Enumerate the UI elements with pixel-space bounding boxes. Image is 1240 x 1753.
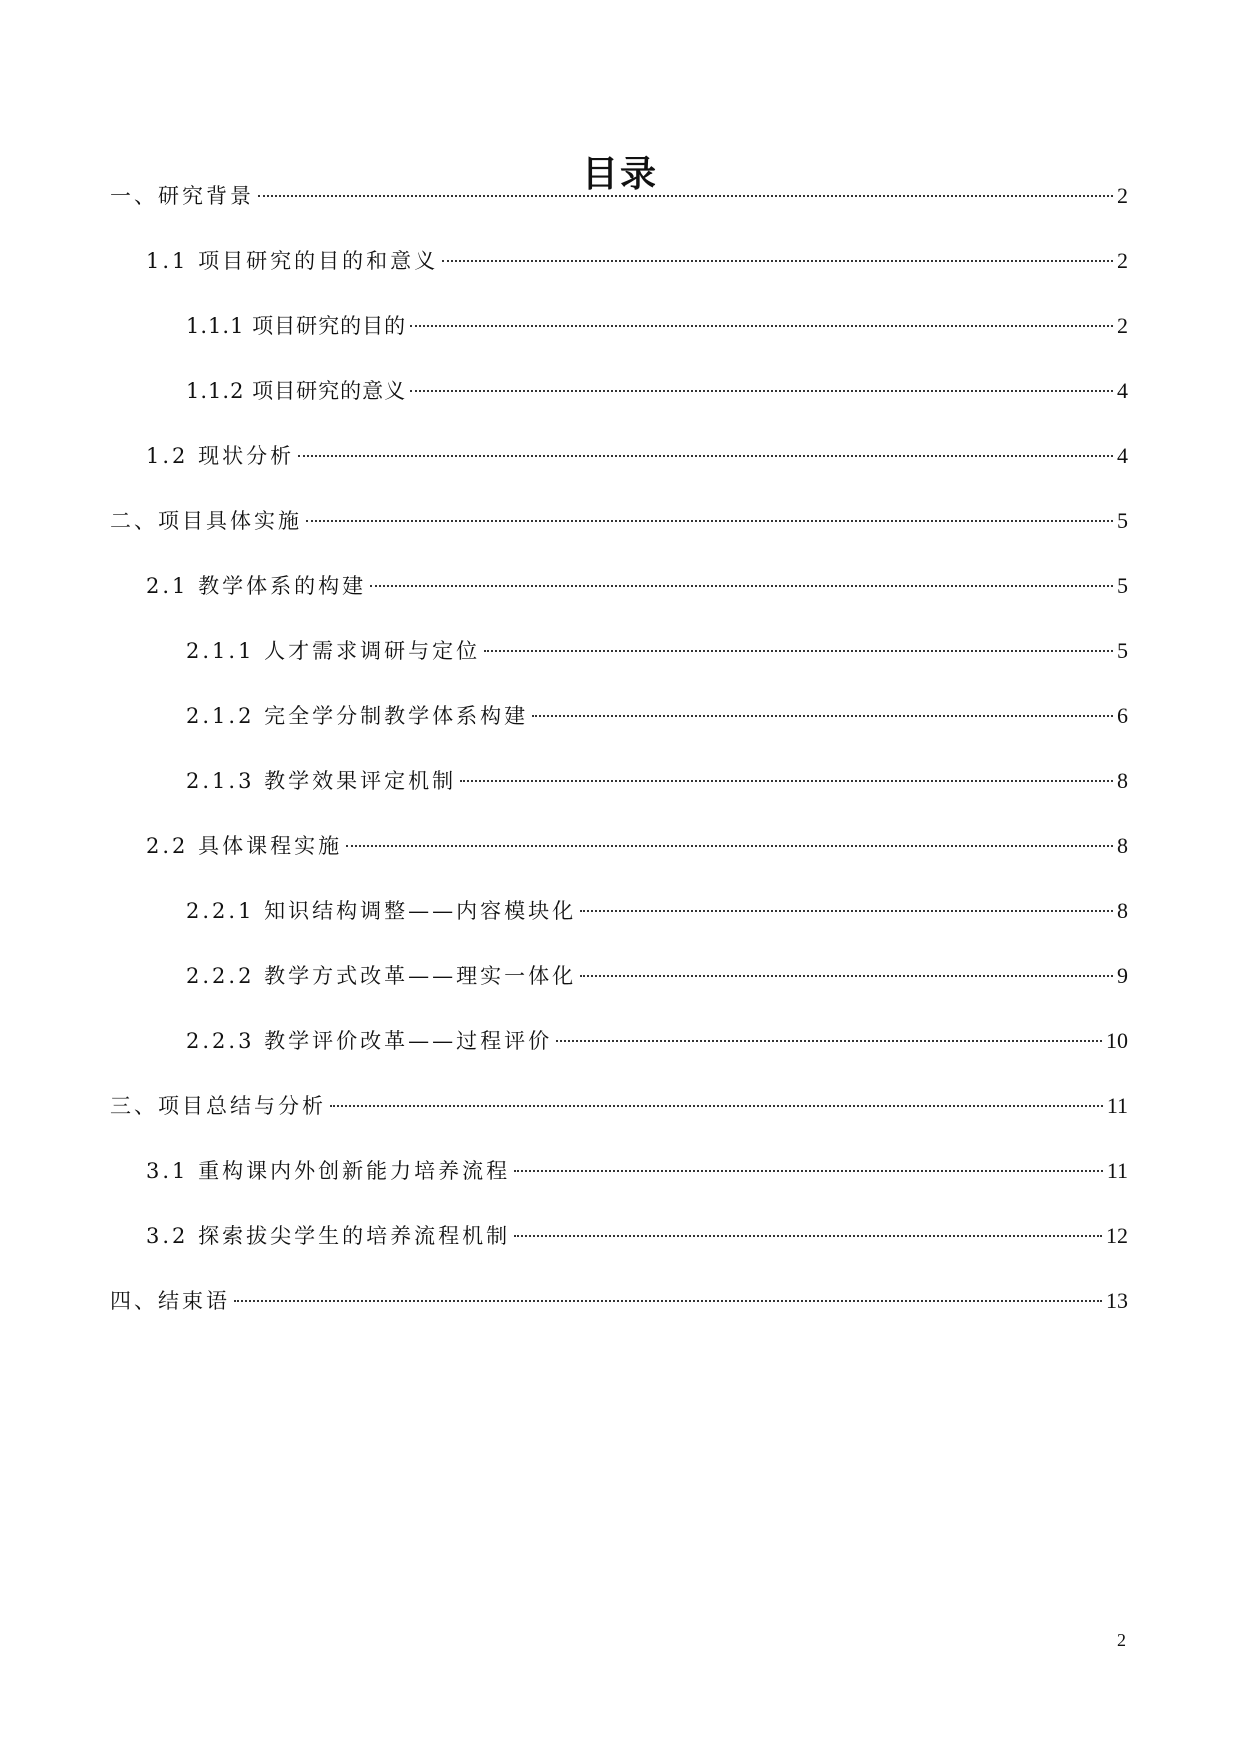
toc-entry-page: 11 — [1106, 1093, 1128, 1118]
toc-entry-page: 4 — [1117, 443, 1128, 468]
toc-entry-page: 2 — [1117, 313, 1128, 338]
toc-entry[interactable] — [146, 826, 1128, 866]
toc-leader-dots — [442, 260, 1113, 262]
toc-entry-page: 5 — [1117, 508, 1128, 533]
toc-entry-label: 2.1 教学体系的构建 — [146, 574, 367, 598]
toc-entry-label: 一、研究背景 — [110, 184, 254, 208]
toc-entry-label: 2.2.3 教学评价改革——过程评价 — [186, 1029, 553, 1053]
toc-entry[interactable] — [110, 501, 1128, 541]
toc-entry-page: 2 — [1117, 183, 1128, 208]
toc-entry[interactable] — [186, 761, 1128, 801]
toc-entry-label: 3.1 重构课内外创新能力培养流程 — [146, 1159, 511, 1183]
toc-entry-label: 1.1 项目研究的目的和意义 — [146, 249, 439, 273]
toc-entry-page: 5 — [1117, 573, 1128, 598]
toc-entry[interactable] — [186, 696, 1128, 736]
toc-entry-label: 四、结束语 — [110, 1289, 230, 1313]
toc-leader-dots — [514, 1170, 1103, 1172]
toc-leader-dots — [532, 715, 1113, 717]
toc-entry[interactable] — [186, 631, 1128, 671]
toc-entry-page: 11 — [1106, 1158, 1128, 1183]
page-number: 2 — [1117, 1630, 1126, 1650]
toc-entry-page: 8 — [1117, 768, 1128, 793]
toc-entry-page: 2 — [1117, 248, 1128, 273]
toc-entry[interactable] — [186, 891, 1128, 931]
toc-entry-page: 4 — [1117, 378, 1128, 403]
toc-entry-label: 1.1.1 项目研究的目的 — [186, 314, 407, 338]
toc-leader-dots — [580, 975, 1113, 977]
toc-leader-dots — [556, 1040, 1102, 1042]
toc-entry[interactable] — [186, 371, 1128, 411]
toc-entry[interactable] — [186, 1021, 1128, 1061]
toc-entry[interactable] — [186, 956, 1128, 996]
toc-entry-page: 6 — [1117, 703, 1128, 728]
toc-entry[interactable] — [146, 1216, 1128, 1256]
toc-leader-dots — [514, 1235, 1102, 1237]
toc-entry-label: 2.1.3 教学效果评定机制 — [186, 769, 457, 793]
toc-entry-label: 三、项目总结与分析 — [110, 1094, 326, 1118]
toc-entry-page: 13 — [1106, 1288, 1128, 1313]
toc-entry[interactable] — [146, 241, 1128, 281]
toc-entry-label: 2.1.2 完全学分制教学体系构建 — [186, 704, 529, 728]
toc-entry[interactable] — [110, 1086, 1128, 1126]
toc-entry-label: 2.2.1 知识结构调整——内容模块化 — [186, 899, 577, 923]
toc-entry-label: 2.2.2 教学方式改革——理实一体化 — [186, 964, 577, 988]
toc-leader-dots — [410, 390, 1113, 392]
toc-leader-dots — [234, 1300, 1102, 1302]
toc-entry[interactable] — [110, 1281, 1128, 1321]
toc-entry-page: 9 — [1117, 963, 1128, 988]
toc-entry-label: 1.1.2 项目研究的意义 — [186, 379, 407, 403]
toc-entry-page: 10 — [1106, 1028, 1128, 1053]
toc-leader-dots — [298, 455, 1113, 457]
toc-leader-dots — [580, 910, 1113, 912]
toc-leader-dots — [330, 1105, 1103, 1107]
toc-leader-dots — [370, 585, 1113, 587]
toc-leader-dots — [306, 520, 1113, 522]
toc-entry[interactable] — [146, 436, 1128, 476]
toc-entry[interactable] — [110, 176, 1128, 216]
toc-entry-label: 1.2 现状分析 — [146, 444, 295, 468]
toc-entry[interactable] — [146, 1151, 1128, 1191]
toc-entry[interactable] — [146, 566, 1128, 606]
toc-entry-label: 3.2 探索拔尖学生的培养流程机制 — [146, 1224, 511, 1248]
toc-entry-label: 2.2 具体课程实施 — [146, 834, 343, 858]
toc-leader-dots — [410, 325, 1113, 327]
toc-entry-page: 8 — [1117, 833, 1128, 858]
toc-entry-label: 2.1.1 人才需求调研与定位 — [186, 639, 481, 663]
toc-leader-dots — [258, 195, 1113, 197]
toc-entry-page: 5 — [1117, 638, 1128, 663]
toc-title: 目录 — [581, 154, 658, 196]
toc-leader-dots — [460, 780, 1113, 782]
toc-entry[interactable] — [186, 306, 1128, 346]
toc-entry-page: 8 — [1117, 898, 1128, 923]
toc-entry-label: 二、项目具体实施 — [110, 509, 302, 533]
toc-leader-dots — [484, 650, 1113, 652]
toc-leader-dots — [346, 845, 1113, 847]
toc-entry-page: 12 — [1106, 1223, 1128, 1248]
